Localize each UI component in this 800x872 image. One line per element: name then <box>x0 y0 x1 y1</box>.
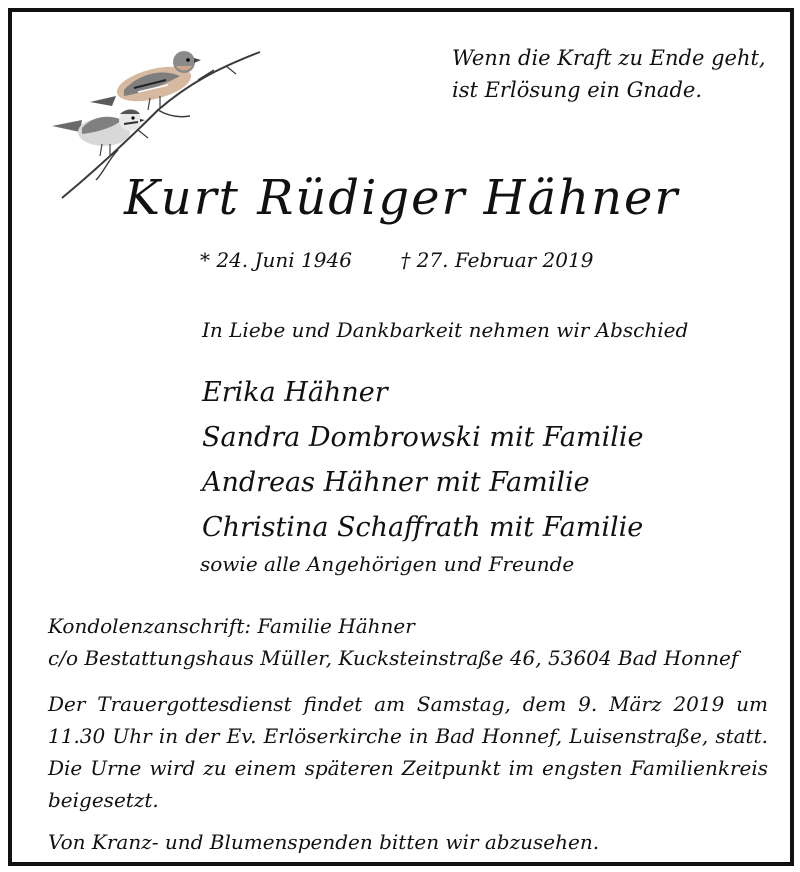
farewell-intro: In Liebe und Dankbarkeit nehmen wir Abschied <box>202 318 689 342</box>
deceased-name: Kurt Rüdiger Hähner <box>124 170 680 226</box>
service-info: Der Trauergottesdienst findet am Samstag, dem 9. März 2019 um 11.30 Uhr in der Ev. Erlöserkirche in Bad Honnef, Luisenstraße, statt. Die Urne wird zu einem späteren Zeitpunkt im engsten Familienkreis beigesetzt. <box>48 692 768 812</box>
condolence-address <box>48 610 738 674</box>
mourner-name: Andreas Hähner mit Familie <box>202 467 590 498</box>
obituary-notice <box>8 8 794 866</box>
birth-date: * 24. Juni 1946 <box>200 248 352 272</box>
closing-note: Von Kranz- und Blumenspenden bitten wir abzusehen. <box>48 830 600 854</box>
address-line: Kondolenzanschrift: Familie Hähner <box>48 614 415 638</box>
quote-line: Wenn die Kraft zu Ende geht, <box>452 46 766 70</box>
death-date: † 27. Februar 2019 <box>400 248 594 272</box>
mourners-list <box>202 370 644 550</box>
life-dates <box>200 248 593 272</box>
mourner-name: Erika Hähner <box>202 377 388 408</box>
mourner-name: Sandra Dombrowski mit Familie <box>202 422 644 453</box>
quote-line: ist Erlösung ein Gnade. <box>452 78 702 102</box>
address-line: c/o Bestattungshaus Müller, Kucksteinstraße 46, 53604 Bad Honnef <box>48 646 739 670</box>
quote <box>452 42 766 106</box>
mourner-name: Christina Schaffrath mit Familie <box>202 512 644 543</box>
relatives-line: sowie alle Angehörigen und Freunde <box>200 552 575 576</box>
